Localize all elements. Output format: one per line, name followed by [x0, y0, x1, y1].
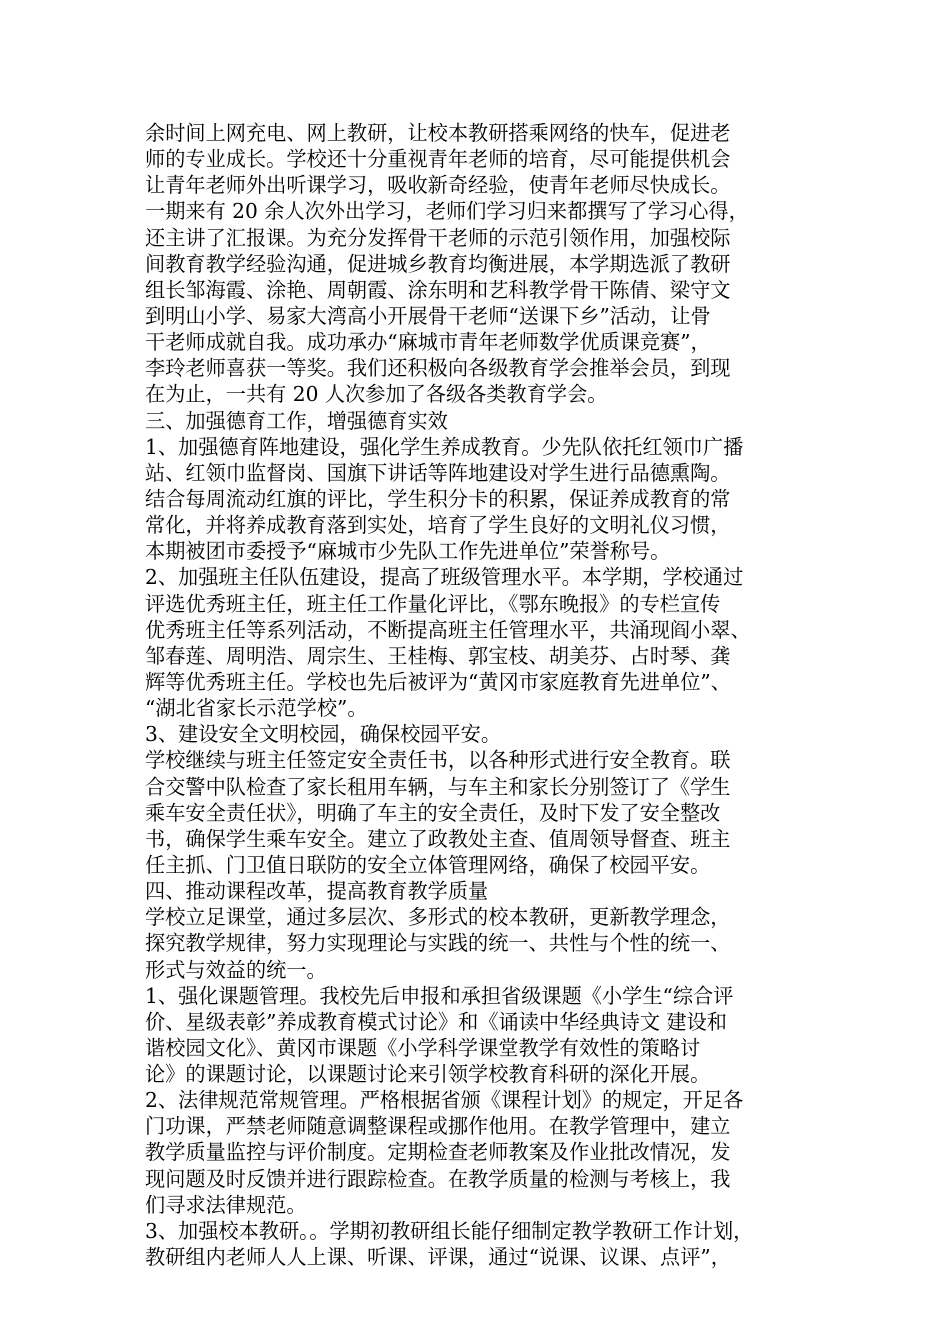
text-line: 合交警中队检查了家长租用车辆，与车主和家长分别签订了《学生 — [145, 774, 731, 799]
text-line: 3、建设安全文明校园，确保校园平安。 — [145, 722, 502, 747]
text-line: 评选优秀班主任，班主任工作量化评比，《鄂东晚报》的专栏宣传 — [145, 591, 721, 616]
text-line: 本期被团市委授予“麻城市少先队工作先进单位”荣誉称号。 — [145, 539, 671, 564]
text-line: 李玲老师喜获一等奖。我们还积极向各级教育学会推举会员，到现 — [145, 356, 731, 381]
text-line: 常化，并将养成教育落到实处，培育了学生良好的文明礼仪习惯， — [145, 513, 731, 538]
text-line: 学校继续与班主任签定安全责任书，以各种形式进行安全教育。联 — [145, 748, 731, 773]
text-line: 现问题及时反馈并进行跟踪检查。在教学质量的检测与考核上，我 — [145, 1166, 731, 1191]
text-line: 辉等优秀班主任。学校也先后被评为“黄冈市家庭教育先进单位”、 — [145, 669, 731, 694]
text-line: 3、加强校本教研。。学期初教研组长能仔细制定教学教研工作计划， — [145, 1218, 754, 1243]
text-line: 间教育教学经验沟通，促进城乡教育均衡进展，本学期选派了教研 — [145, 251, 731, 276]
text-line: 教学质量监控与评价制度。定期检查老师教案及作业批改情况，发 — [145, 1140, 731, 1165]
text-line: 优秀班主任等系列活动，不断提高班主任管理水平，共涌现阎小翠、 — [145, 617, 751, 642]
text-line: 三、加强德育工作，增强德育实效 — [145, 408, 448, 433]
text-line: 一期来有 20 余人次外出学习，老师们学习归来都撰写了学习心得， — [145, 199, 749, 224]
text-line: 门功课，严禁老师随意调整课程或挪作他用。在教学管理中，建立 — [145, 1114, 731, 1139]
text-line: 学校立足课堂，通过多层次、多形式的校本教研，更新教学理念， — [145, 905, 731, 930]
text-line: 1、加强德育阵地建设，强化学生养成教育。少先队依托红领巾广播 — [145, 434, 744, 459]
text-line: 站、红领巾监督岗、国旗下讲话等阵地建设对学生进行品德熏陶。 — [145, 460, 731, 485]
text-line: 教研组内老师人人上课、听课、评课，通过“说课、议课、点评”， — [145, 1245, 731, 1270]
text-line: 2、法律规范常规管理。严格根据省颁《课程计划》的规定，开足各 — [145, 1088, 744, 1113]
text-line: 组长邹海霞、涂艳、周朝霞、涂东明和艺科教学骨干陈倩、梁守文 — [145, 277, 731, 302]
text-line: 邹春莲、周明浩、周宗生、王桂梅、郭宝枝、胡美芬、占时琴、龚 — [145, 643, 731, 668]
text-line: 结合每周流动红旗的评比，学生积分卡的积累，保证养成教育的常 — [145, 486, 731, 511]
document-body — [145, 120, 815, 1270]
text-line: 还主讲了汇报课。为充分发挥骨干老师的示范引领作用，加强校际 — [145, 225, 731, 250]
text-line: 任主抓、门卫值日联防的安全立体管理网络，确保了校园平安。 — [145, 852, 711, 877]
text-line: 们寻求法律规范。 — [145, 1192, 307, 1217]
text-line: 形式与效益的统一。 — [145, 957, 327, 982]
text-line: 乘车安全责任状》，明确了车主的安全责任，及时下发了安全整改 — [145, 800, 721, 825]
text-line: “湖北省家长示范学校”。 — [145, 696, 368, 721]
text-line: 谐校园文化》、黄冈市课题《小学科学课堂教学有效性的策略讨 — [145, 1035, 701, 1060]
text-line: 到明山小学、易家大湾高小开展骨干老师“送课下乡”活动，让骨 — [145, 303, 711, 328]
text-line: 在为止，一共有 20 人次参加了各级各类教育学会。 — [145, 382, 608, 407]
text-line: 师的专业成长。学校还十分重视青年老师的培育，尽可能提供机会 — [145, 147, 731, 172]
text-line: 1、强化课题管理。我校先后申报和承担省级课题《小学生“综合评 — [145, 983, 734, 1008]
text-line: 书，确保学生乘车安全。建立了政教处主查、值周领导督查、班主 — [145, 826, 731, 851]
text-line: 四、推动课程改革，提高教育教学质量 — [145, 879, 489, 904]
text-line: 价、星级表彰”养成教育模式讨论》和《诵读中华经典诗文 建设和 — [145, 1009, 727, 1034]
text-line: 余时间上网充电、网上教研，让校本教研搭乘网络的快车，促进老 — [145, 121, 731, 145]
text-line: 让青年老师外出听课学习，吸收新奇经验，使青年老师尽快成长。 — [145, 173, 731, 198]
text-line: 2、加强班主任队伍建设，提高了班级管理水平。本学期，学校通过 — [145, 565, 744, 590]
text-line: 论》的课题讨论，以课题讨论来引领学校教育科研的深化开展。 — [145, 1062, 711, 1087]
text-line: 探究教学规律，努力实现理论与实践的统一、共性与个性的统一、 — [145, 931, 731, 956]
text-line: 干老师成就自我。成功承办“麻城市青年老师数学优质课竞赛”， — [145, 330, 711, 355]
